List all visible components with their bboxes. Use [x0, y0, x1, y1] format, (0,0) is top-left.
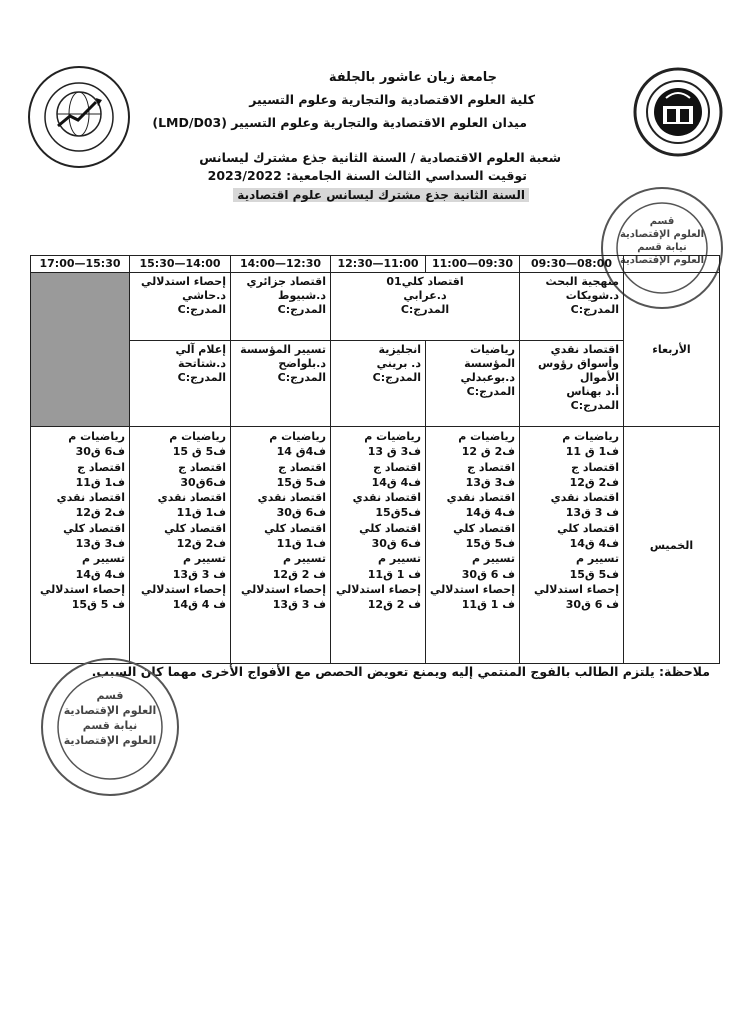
- schedule-line: توقيت السداسي الثالث السنة الجامعية: 2023/2022: [207, 168, 527, 183]
- thursday-row: [31, 427, 720, 664]
- schedule-table: [30, 255, 720, 664]
- faculty-name: كلية العلوم الاقتصادية والتجارية وعلوم التسيير: [249, 92, 535, 107]
- class-cell: انجليزية د. بريني المدرج:C: [331, 341, 426, 427]
- class-cell: اقتصاد كلي01 د.عرابي المدرج:C: [331, 273, 520, 341]
- class-cell: اقتصاد جزائري د.شبيوط المدرج:C: [231, 273, 331, 341]
- department-stamp-top-text: قسم العلوم الإقتصادية نيابة قسم العلوم الإقتصادية: [619, 216, 705, 266]
- group-rotation-cell: رياضيات م ف4ق 14 اقتصاد ج ف5 ق15 اقتصاد نقدي ف6 ق30 اقتصاد كلي ف1 ق11 تسيير م ف 2 ق12 إحصاء استدلالي ف 3 ق13: [231, 427, 331, 664]
- group-rotation-cell: رياضيات م ف2 ق 12 اقتصاد ج ف3 ق13 اقتصاد نقدي ف4 ق14 اقتصاد كلي ف5 ق15 تسيير م ف 6 ق30 إحصاء استدلالي ف 1 ق11: [426, 427, 520, 664]
- time-slot-6: 15:30—17:00: [31, 256, 130, 273]
- time-slot-5: 14:00—15:30: [130, 256, 231, 273]
- time-slot-2: 09:30—11:00: [426, 256, 520, 273]
- group-rotation-cell: رياضيات م ف1 ق 11 اقتصاد ج ف2 ق12 اقتصاد نقدي ف 3 ق13 اقتصاد كلي ف4 ق14 تسيير م ف5 ق15 إحصاء استدلالي ف 6 ق30: [520, 427, 624, 664]
- class-cell: اقتصاد نقدي وأسواق رؤوس الأموال أ.د بهناس المدرج:C: [520, 341, 624, 427]
- footnote: ملاحظة: يلتزم الطالب بالفوج المنتمي إليه ويمنع تعويض الحصص مع الأفواج الأخرى مهما كان السبب.: [91, 664, 710, 679]
- field-name: ميدان العلوم الاقتصادية والتجارية وعلوم التسيير (LMD/D03): [152, 115, 527, 130]
- branch-line: شعبة العلوم الاقتصادية / السنة الثانية جذع مشترك ليسانس: [199, 150, 561, 165]
- group-rotation-cell: رياضيات م ف3 ق 13 اقتصاد ج ف4 ق14 اقتصاد نقدي ف5ق15 اقتصاد كلي ف6 ق30 تسيير م ف 1 ق11 إحصاء استدلالي ف 2 ق12: [331, 427, 426, 664]
- university-logo: [632, 62, 724, 162]
- group-rotation-cell: رياضيات م ف5 ق 15 اقتصاد ج ف6ق30 اقتصاد نقدي ف1 ق11 اقتصاد كلي ف2 ق12 تسيير م ف 3 ق13 إحصاء استدلالي ف 4 ق14: [130, 427, 231, 664]
- time-slot-4: 12:30—14:00: [231, 256, 331, 273]
- time-slot-3: 11:00—12:30: [331, 256, 426, 273]
- wednesday-row-1: [31, 273, 720, 341]
- empty-slot: [31, 273, 130, 427]
- group-rotation-cell: رياضيات م ف6 ق30 اقتصاد ج ف1 ق11 اقتصاد نقدي ف2 ق12 اقتصاد كلي ف3 ق13 تسيير م ف4 ق14 إحصاء استدلالي ف 5 ق15: [31, 427, 130, 664]
- day-thursday: الخميس: [624, 427, 720, 664]
- time-slot-1: 08:00—09:30: [520, 256, 624, 273]
- wednesday-row-2: [31, 341, 720, 427]
- subtitle: السنة الثانية جذع مشترك ليسانس علوم اقتصادية: [233, 188, 529, 202]
- university-name: جامعة زيان عاشور بالجلفة: [328, 70, 497, 85]
- day-header: [624, 256, 720, 273]
- faculty-logo: [26, 64, 132, 170]
- department-stamp-bottom-text: قسم العلوم الإقتصادية نيابة قسم العلوم الإقتصادية: [63, 689, 157, 747]
- class-cell: تسيير المؤسسة د.بلواضح المدرج:C: [231, 341, 331, 427]
- class-cell: منهجية البحث د.شويكات المدرج:C: [520, 273, 624, 341]
- day-wednesday: الأربعاء: [624, 273, 720, 427]
- class-cell: رياضيات المؤسسة د.بوعبدلي المدرج:C: [426, 341, 520, 427]
- class-cell: إعلام آلي د.شتاتحة المدرج:C: [130, 341, 231, 427]
- class-cell: إحصاء استدلالي د.حاشي المدرج:C: [130, 273, 231, 341]
- time-header-row: [31, 256, 720, 273]
